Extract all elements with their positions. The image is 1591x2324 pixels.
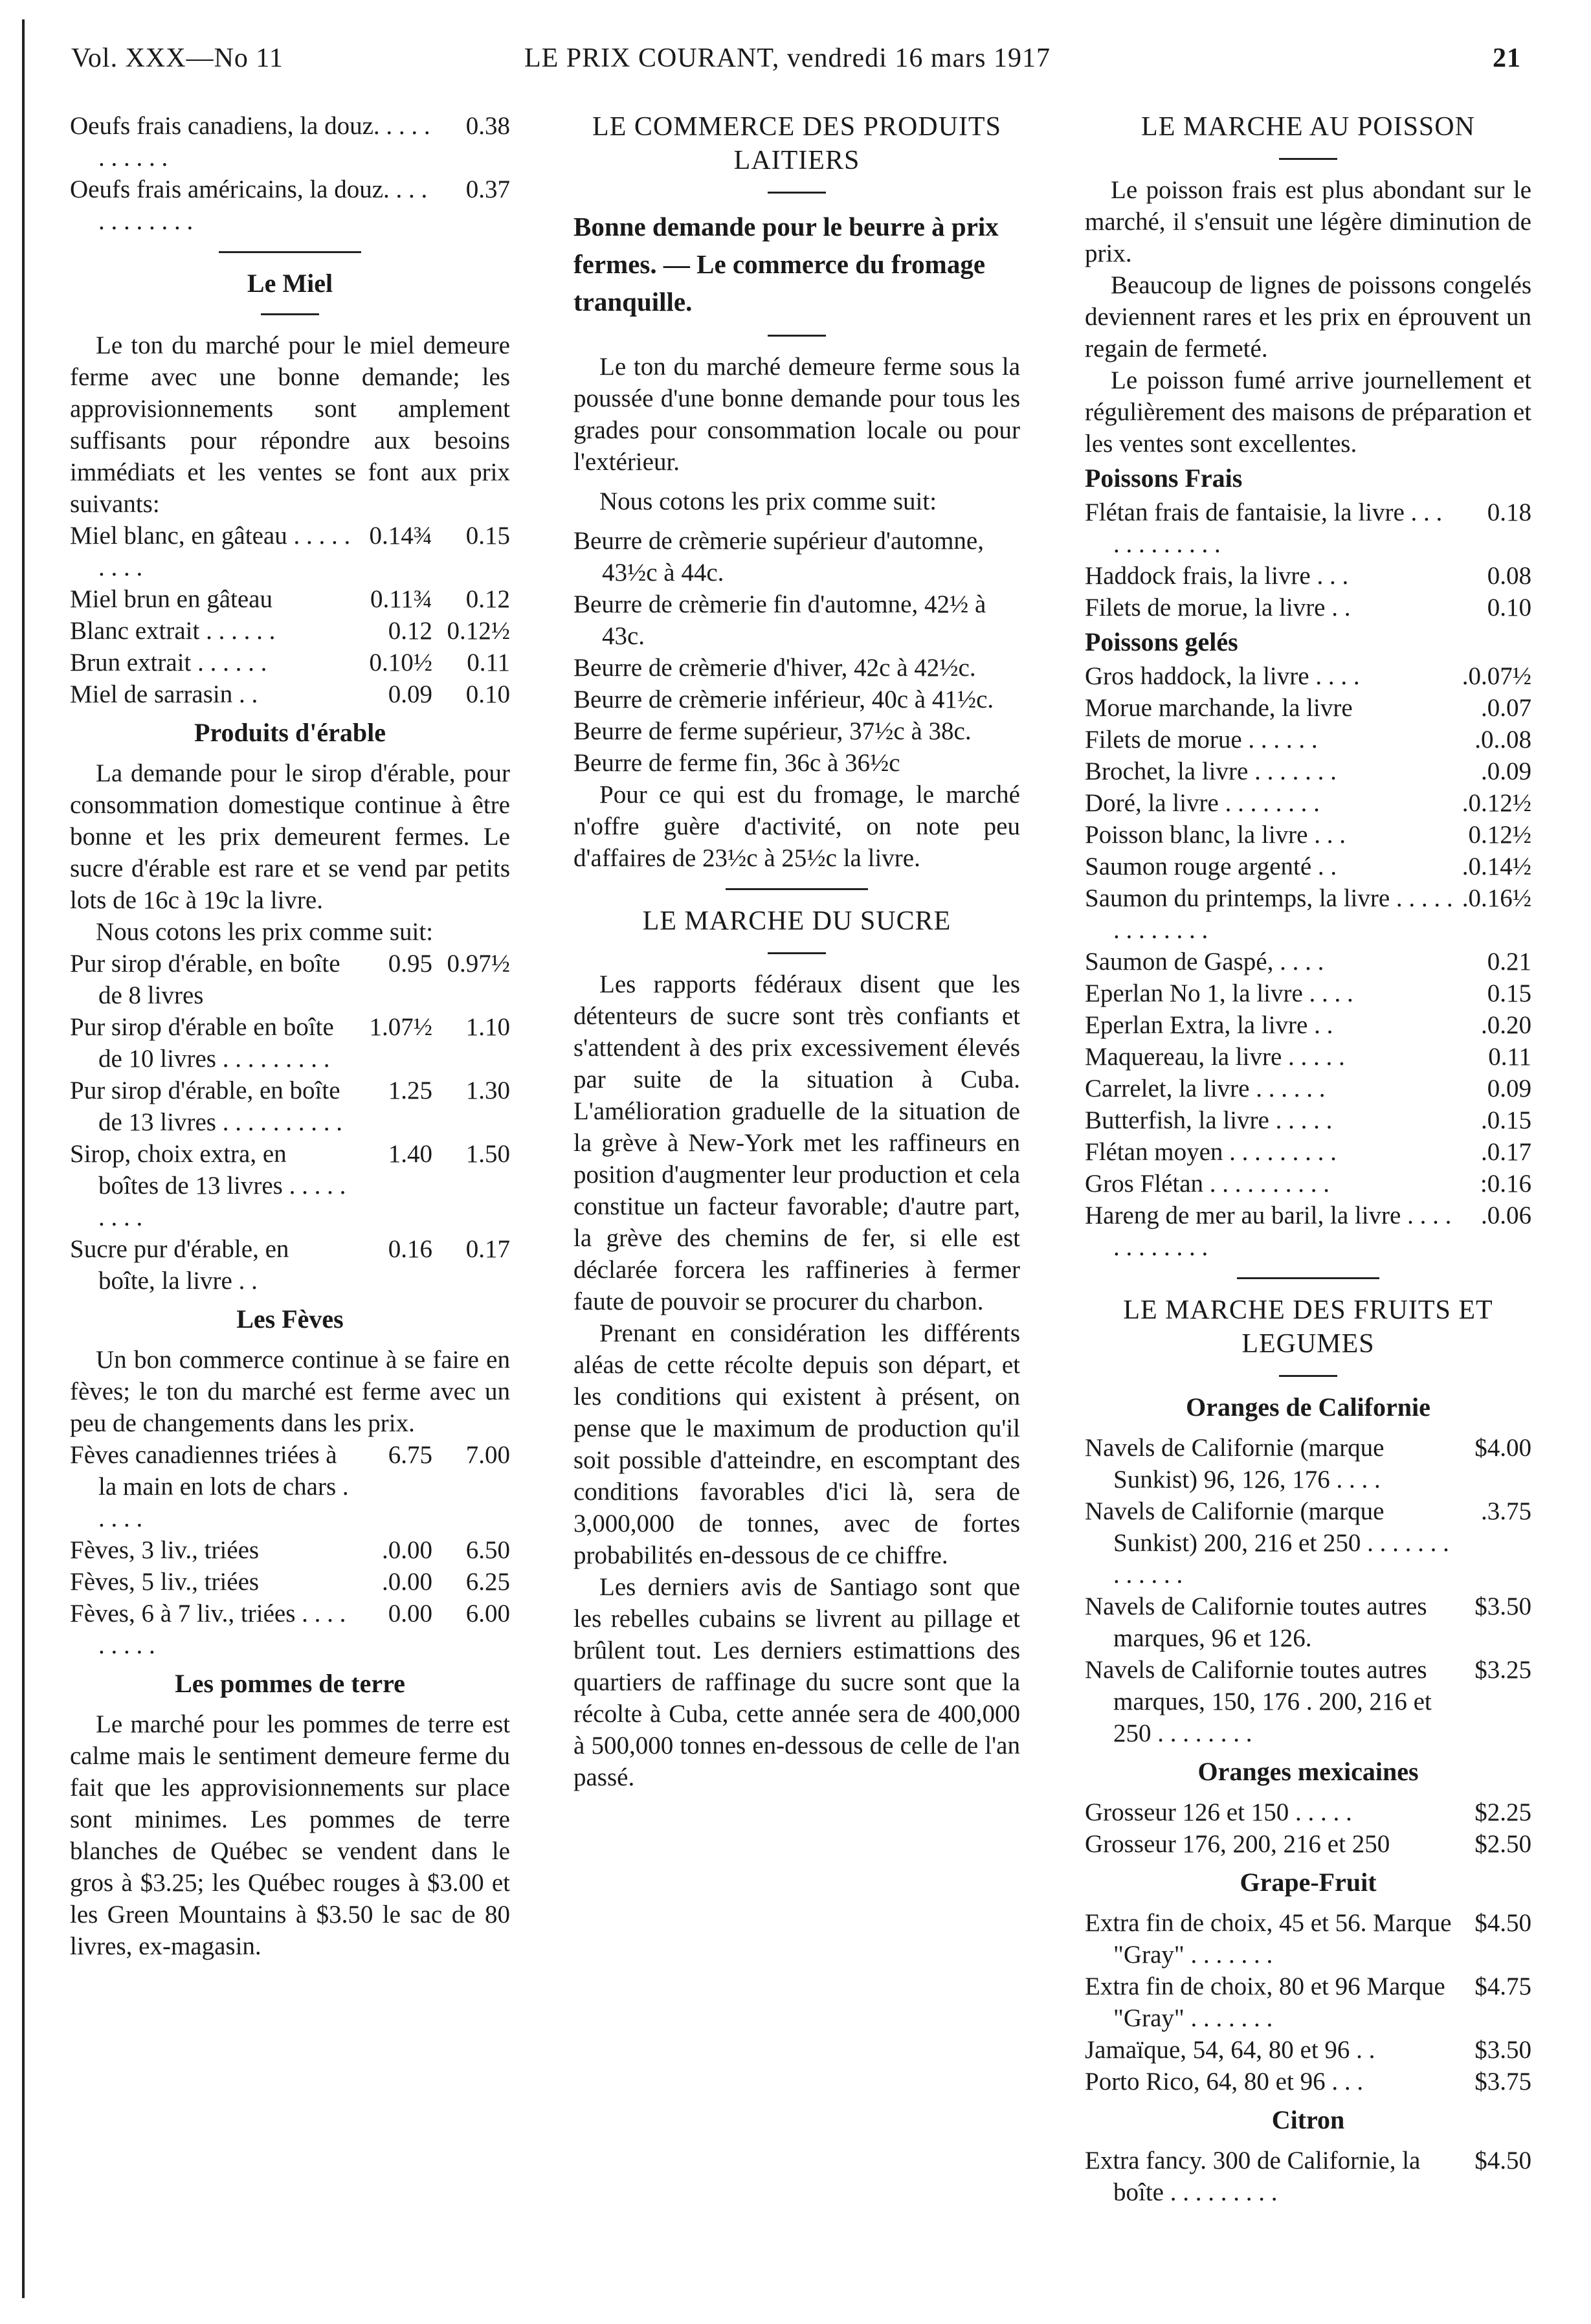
item-price: .0.14½ <box>1462 853 1531 880</box>
price-item <box>70 1534 510 1566</box>
item-name: Sirop, choix extra, en boîtes de 13 livres . . . . . . . . . <box>70 1140 346 1231</box>
price-item <box>70 110 510 173</box>
price-item <box>1085 755 1531 787</box>
item-price: 0.11 <box>1488 1043 1531 1071</box>
beurre-item: Beurre de crèmerie fin d'automne, 42½ à 43c. <box>573 590 986 650</box>
item-name: Filets de morue, la livre . . <box>1085 594 1351 621</box>
price-item <box>1085 1009 1531 1041</box>
item-name: Carrelet, la livre . . . . . . <box>1085 1075 1326 1102</box>
subsection-grape-fruit: Grape-Fruit <box>1240 1868 1377 1897</box>
item-price: $2.50 <box>1474 1830 1531 1858</box>
heading-rule <box>261 313 319 315</box>
item-name: Extra fin de choix, 45 et 56. Marque "Gray" . . . . . . . <box>1085 1909 1452 1969</box>
item-name: Brun extrait . . . . . . <box>70 649 267 676</box>
item-price: :0.16 <box>1480 1170 1531 1198</box>
item-price-low: 1.25 <box>388 1077 432 1104</box>
beurre-item: Beurre de ferme supérieur, 37½c à 38c. <box>573 717 972 745</box>
item-price-low: 0.10½ <box>369 649 432 676</box>
volume-number: Vol. XXX—No 11 <box>71 43 284 73</box>
item-name: Oeufs frais canadiens, la douz. . . . . . . . . . . <box>70 112 430 172</box>
item-name: Morue marchande, la livre <box>1085 694 1353 722</box>
price-item <box>1085 1432 1531 1495</box>
section-heading-sucre: LE MARCHE DU SUCRE <box>642 906 951 936</box>
item-price: .0.09 <box>1481 757 1531 785</box>
item-name: Miel brun en gâteau <box>70 585 273 613</box>
beurre-item: Beurre de crèmerie d'hiver, 42c à 42½c. <box>573 654 976 682</box>
item-price: $2.25 <box>1474 1798 1531 1826</box>
price-item <box>70 647 510 678</box>
subsection-poissons-frais: Poissons Frais <box>1085 464 1243 493</box>
item-price-low: 0.11¾ <box>370 585 432 613</box>
poisson-paragraph-3: Le poisson fumé arrive journellement et régulièrement des maisons de préparation et les ventes sont excellentes. <box>1085 366 1531 458</box>
price-item <box>1085 787 1531 819</box>
erable-paragraph: La demande pour le sirop d'érable, pour consommation domestique continue à être bonne et les prix demeurent fermes. Le sucre d'érable est rare et se vend par petits lots de 16c à 19c la livre. <box>70 759 510 914</box>
item-name: Extra fancy. 300 de Californie, la boîte . . . . . . . . . <box>1085 2147 1421 2206</box>
price-item <box>1085 1907 1531 1971</box>
item-name: Miel blanc, en gâteau . . . . . . . . . <box>70 522 351 581</box>
section-heading-miel: Le Miel <box>247 269 333 298</box>
price-item <box>1085 724 1531 755</box>
item-name: Navels de Californie (marque Sunkist) 200, 216 et 250 . . . . . . . . . . . . . <box>1085 1497 1449 1589</box>
laitiers-paragraph: Le ton du marché demeure ferme sous la poussée d'une bonne demande pour tous les grades pour consommation locale ou pour l'extérieur. <box>573 353 1020 476</box>
item-price-low: .0.00 <box>382 1536 432 1564</box>
item-price-high: 6.00 <box>465 1600 510 1627</box>
item-name: Hareng de mer au baril, la livre . . . . . . . . . . . . <box>1085 1201 1452 1261</box>
section-divider <box>1237 1277 1379 1279</box>
price-item <box>1085 692 1531 724</box>
section-heading-feves: Les Fèves <box>236 1304 344 1334</box>
item-name: Flétan frais de fantaisie, la livre . . . . . . . . . . . . <box>1085 498 1443 558</box>
item-price: $4.50 <box>1474 1909 1531 1937</box>
subsection-oranges-californie: Oranges de Californie <box>1186 1392 1430 1422</box>
price-item <box>1085 1654 1531 1749</box>
erable-paragraph-2: Nous cotons les prix comme suit: <box>96 918 434 946</box>
item-price: $3.50 <box>1474 1592 1531 1620</box>
item-name: Navels de Californie toutes autres marques, 150, 176 . 200, 216 et 250 . . . . . . . . <box>1085 1656 1432 1747</box>
item-name: Saumon du printemps, la livre . . . . . . . . . . . . . <box>1085 884 1453 944</box>
item-name: Fèves canadiennes triées à la main en lots de chars . . . . . <box>70 1441 349 1532</box>
feves-paragraph: Un bon commerce continue à se faire en fèves; le ton du marché est ferme avec un peu de changements dans les prix. <box>70 1346 510 1437</box>
pommes-paragraph: Le marché pour les pommes de terre est calme mais le sentiment demeure ferme du fait que les approvisionnements sur place sont minimes. Les pommes de terre blanches de Québec se vendent dans le gros à $3.25; les Québec rouges à $3.00 et les Green Mountains à $3.50 le sac de 80 livres, ex-magasin. <box>70 1710 510 1960</box>
item-price-high: 6.50 <box>465 1536 510 1564</box>
item-name: Filets de morue . . . . . . <box>1085 726 1318 754</box>
heading-rule <box>1279 158 1337 160</box>
price-item <box>1085 560 1531 592</box>
page-edge-rule <box>22 19 25 2298</box>
item-name: Porto Rico, 64, 80 et 96 . . . <box>1085 2068 1364 2095</box>
beurre-item: Beurre de crèmerie inférieur, 40c à 41½c. <box>573 686 994 713</box>
price-item <box>1085 1796 1531 1828</box>
item-name: Pur sirop d'érable, en boîte de 8 livres <box>70 950 340 1009</box>
price-item <box>1085 660 1531 692</box>
price-item <box>1085 1041 1531 1073</box>
item-name: Haddock frais, la livre . . . <box>1085 562 1349 590</box>
page-header <box>71 43 1521 91</box>
subsection-poissons-geles: Poissons gelés <box>1085 627 1238 656</box>
item-name: Doré, la livre . . . . . . . . <box>1085 789 1320 817</box>
price-item <box>1085 1971 1531 2034</box>
item-name: Poisson blanc, la livre . . . <box>1085 821 1346 849</box>
price-item <box>1085 1200 1531 1263</box>
column-2 <box>573 110 1020 1793</box>
item-price-high: 1.10 <box>465 1013 510 1041</box>
section-heading-pommes: Les pommes de terre <box>175 1669 405 1698</box>
price-item <box>1085 592 1531 623</box>
item-price: 0.08 <box>1487 562 1531 590</box>
price-item <box>70 1011 510 1075</box>
price-item <box>1085 1073 1531 1104</box>
item-name: Flétan moyen . . . . . . . . . <box>1085 1138 1337 1166</box>
item-name: Saumon rouge argenté . . <box>1085 853 1337 880</box>
sucre-paragraph-3: Les derniers avis de Santiago sont que les rebelles cubains se livrent au pillage et brûlent tout. Les derniers estimattions des quartiers de raffinage du sucre sont que la récolte à Cuba, cette année sera de 400,000 à 500,000 tonnes en-dessous de celle de l'an passé. <box>573 1573 1020 1791</box>
fromage-paragraph: Pour ce qui est du fromage, le marché n'offre guère d'activité, on note peu d'affaires de 23½c à 25½c la livre. <box>573 781 1020 872</box>
item-price-low: 0.00 <box>388 1600 432 1627</box>
page-number: 21 <box>1493 43 1521 73</box>
item-name: Oeufs frais américains, la douz. . . . . . . . . . . . <box>70 175 428 235</box>
sucre-paragraph-2: Prenant en considération les différents aléas de cette récolte depuis son départ, et les conditions qui existent à présent, on pense que le maximum de production qu'il soit possible d'atteindre, en escomptant des conditions favorables d'ici là, sera de 3,000,000 de tonnes, avec de fortes probabilités en-dessous de ce chiffre. <box>573 1319 1020 1569</box>
item-price-low: .0.00 <box>382 1568 432 1596</box>
column-1 <box>70 110 510 1962</box>
item-name: Gros haddock, la livre . . . . <box>1085 662 1360 690</box>
section-heading-erable: Produits d'érable <box>194 718 386 747</box>
item-name: Miel de sarrasin . . <box>70 680 258 708</box>
price-item <box>1085 1828 1531 1860</box>
item-price: .0.17 <box>1481 1138 1531 1166</box>
item-name: Fèves, 5 liv., triées <box>70 1568 260 1596</box>
price-item <box>70 1138 510 1233</box>
subsection-citron: Citron <box>1271 2105 1345 2134</box>
item-price: .0.07 <box>1481 694 1531 722</box>
item-price: $4.50 <box>1474 2147 1531 2174</box>
item-price: 0.12½ <box>1468 821 1531 849</box>
column-3 <box>1085 110 1531 2208</box>
item-price-high: 7.00 <box>465 1441 510 1469</box>
price-item <box>1085 2034 1531 2066</box>
item-price: 0.10 <box>1487 594 1531 621</box>
item-price-high: 0.10 <box>465 680 510 708</box>
item-price: $3.50 <box>1474 2036 1531 2064</box>
item-price-low: 0.12 <box>388 617 432 645</box>
item-name: Saumon de Gaspé, . . . . <box>1085 948 1324 976</box>
price-item <box>1085 1591 1531 1654</box>
item-price: .0.20 <box>1481 1011 1531 1039</box>
item-name: Navels de Californie toutes autres marques, 96 et 126. <box>1085 1592 1427 1652</box>
item-price: $4.00 <box>1474 1434 1531 1462</box>
price-item <box>70 1233 510 1297</box>
heading-rule <box>768 335 826 337</box>
item-name: Jamaïque, 54, 64, 80 et 96 . . <box>1085 2036 1375 2064</box>
item-price-low: 0.14¾ <box>369 522 432 550</box>
item-price: 0.21 <box>1487 948 1531 976</box>
price-item <box>70 615 510 647</box>
price-item <box>70 1439 510 1534</box>
item-name: Pur sirop d'érable, en boîte de 13 livres . . . . . . . . . . <box>70 1077 342 1136</box>
item-name: Eperlan No 1, la livre . . . . <box>1085 979 1353 1007</box>
section-heading-fruits: LE MARCHE DES FRUITS ET LEGUMES <box>1123 1295 1493 1359</box>
item-price-high: 0.15 <box>465 522 510 550</box>
item-price-high: 1.30 <box>465 1077 510 1104</box>
item-name: Grosseur 126 et 150 . . . . . <box>1085 1798 1352 1826</box>
section-heading-laitiers: LE COMMERCE DES PRODUITS LAITIERS <box>592 112 1001 175</box>
item-price: .0.07½ <box>1462 662 1531 690</box>
item-name: Brochet, la livre . . . . . . . <box>1085 757 1337 785</box>
price-item <box>1085 851 1531 882</box>
item-price: .0.12½ <box>1462 789 1531 817</box>
price-item <box>1085 882 1531 946</box>
item-name: Navels de Californie (marque Sunkist) 96, 126, 176 . . . . <box>1085 1434 1385 1493</box>
item-price-high: 0.12½ <box>447 617 510 645</box>
sucre-paragraph: Les rapports fédéraux disent que les détenteurs de sucre sont très confiants et s'attendent à des prix excessivement élevés par suite de la situation à Cuba. L'amélioration graduelle de la situation de la grève à New-York met les raffineurs en position d'augmenter leur production et cela constitue un facteur favorable; d'autre part, la grève des chemins de fer, si elle est déclarée forcera les raffineries à fermer faute de pouvoir se procurer du charbon. <box>573 970 1020 1315</box>
item-price-low: 0.95 <box>388 950 432 978</box>
item-name: Sucre pur d'érable, en boîte, la livre . . <box>70 1235 289 1295</box>
item-price: $4.75 <box>1474 1972 1531 2000</box>
item-price-low: 0.16 <box>388 1235 432 1263</box>
item-price: $3.25 <box>1474 1656 1531 1684</box>
miel-paragraph: Le ton du marché pour le miel demeure ferme avec une bonne demande; les approvisionnements sont amplement suffisants pour répondre aux besoins immédiats et les ventes se font aux prix suivants: <box>70 331 510 518</box>
beurre-item: Beurre de crèmerie supérieur d'automne, 43½c à 44c. <box>573 527 984 587</box>
item-name: Gros Flétan . . . . . . . . . . <box>1085 1170 1330 1198</box>
price-item <box>70 173 510 237</box>
item-price-high: 0.12 <box>465 585 510 613</box>
item-price-high: 1.50 <box>465 1140 510 1168</box>
laitiers-lead: Bonne demande pour le beurre à prix fermes. — Le commerce du fromage tranquille. <box>573 212 999 317</box>
item-price-low: 0.09 <box>388 680 432 708</box>
item-name: Blanc extrait . . . . . . <box>70 617 276 645</box>
item-name: Grosseur 176, 200, 216 et 250 <box>1085 1830 1390 1858</box>
laitiers-paragraph-2: Nous cotons les prix comme suit: <box>599 487 937 515</box>
item-price: 0.38 <box>465 112 510 140</box>
item-price-low: 6.75 <box>388 1441 432 1469</box>
item-name: Pur sirop d'érable en boîte de 10 livres . . . . . . . . . <box>70 1013 334 1073</box>
item-price-low: 1.40 <box>388 1140 432 1168</box>
item-price: .3.75 <box>1481 1497 1531 1525</box>
poisson-paragraph: Le poisson frais est plus abondant sur le marché, il s'ensuit une légère diminution de prix. <box>1085 176 1531 267</box>
heading-rule <box>1279 1375 1337 1377</box>
item-name: Fèves, 6 à 7 liv., triées . . . . . . . . . <box>70 1600 346 1659</box>
subsection-oranges-mexicaines: Oranges mexicaines <box>1197 1757 1419 1786</box>
price-item <box>70 948 510 1011</box>
item-name: Fèves, 3 liv., triées <box>70 1536 260 1564</box>
publication-title: LE PRIX COURANT, vendredi 16 mars 1917 <box>524 43 1051 73</box>
item-name: Butterfish, la livre . . . . . <box>1085 1106 1333 1134</box>
item-price-high: 0.97½ <box>447 950 510 978</box>
item-name: Eperlan Extra, la livre . . <box>1085 1011 1333 1039</box>
price-item <box>1085 819 1531 851</box>
item-price: 0.15 <box>1487 979 1531 1007</box>
price-item <box>1085 1495 1531 1591</box>
section-divider <box>219 251 361 253</box>
item-price-high: 0.17 <box>465 1235 510 1263</box>
heading-rule <box>768 192 826 194</box>
item-price: .0.16½ <box>1462 884 1531 912</box>
beurre-item: Beurre de ferme fin, 36c à 36½c <box>573 749 900 777</box>
price-item <box>1085 2145 1531 2208</box>
poisson-paragraph-2: Beaucoup de lignes de poissons congelés deviennent rares et les prix en éprouvent un regain de fermeté. <box>1085 271 1531 363</box>
price-item <box>1085 1104 1531 1136</box>
item-price: 0.09 <box>1487 1075 1531 1102</box>
price-item <box>70 520 510 583</box>
price-item <box>1085 2066 1531 2097</box>
price-item <box>70 1075 510 1138</box>
price-item <box>70 583 510 615</box>
item-price: 0.37 <box>465 175 510 203</box>
item-price: $3.75 <box>1474 2068 1531 2095</box>
price-item <box>1085 946 1531 978</box>
section-heading-poisson: LE MARCHE AU POISSON <box>1141 112 1475 142</box>
item-price-high: 6.25 <box>465 1568 510 1596</box>
item-price: .0.06 <box>1481 1201 1531 1229</box>
item-price: .0.15 <box>1481 1106 1531 1134</box>
item-price: .0..08 <box>1474 726 1531 754</box>
price-item <box>70 678 510 710</box>
heading-rule <box>768 952 826 954</box>
price-item <box>1085 497 1531 560</box>
price-item <box>70 1566 510 1598</box>
item-name: Extra fin de choix, 80 et 96 Marque "Gray" . . . . . . . <box>1085 1972 1445 2032</box>
price-item <box>1085 1136 1531 1168</box>
price-item <box>1085 978 1531 1009</box>
item-name: Maquereau, la livre . . . . . <box>1085 1043 1345 1071</box>
price-item <box>1085 1168 1531 1200</box>
item-price: 0.18 <box>1487 498 1531 526</box>
item-price-high: 0.11 <box>467 649 510 676</box>
item-price-low: 1.07½ <box>369 1013 432 1041</box>
price-item <box>70 1598 510 1661</box>
section-divider <box>726 888 868 890</box>
